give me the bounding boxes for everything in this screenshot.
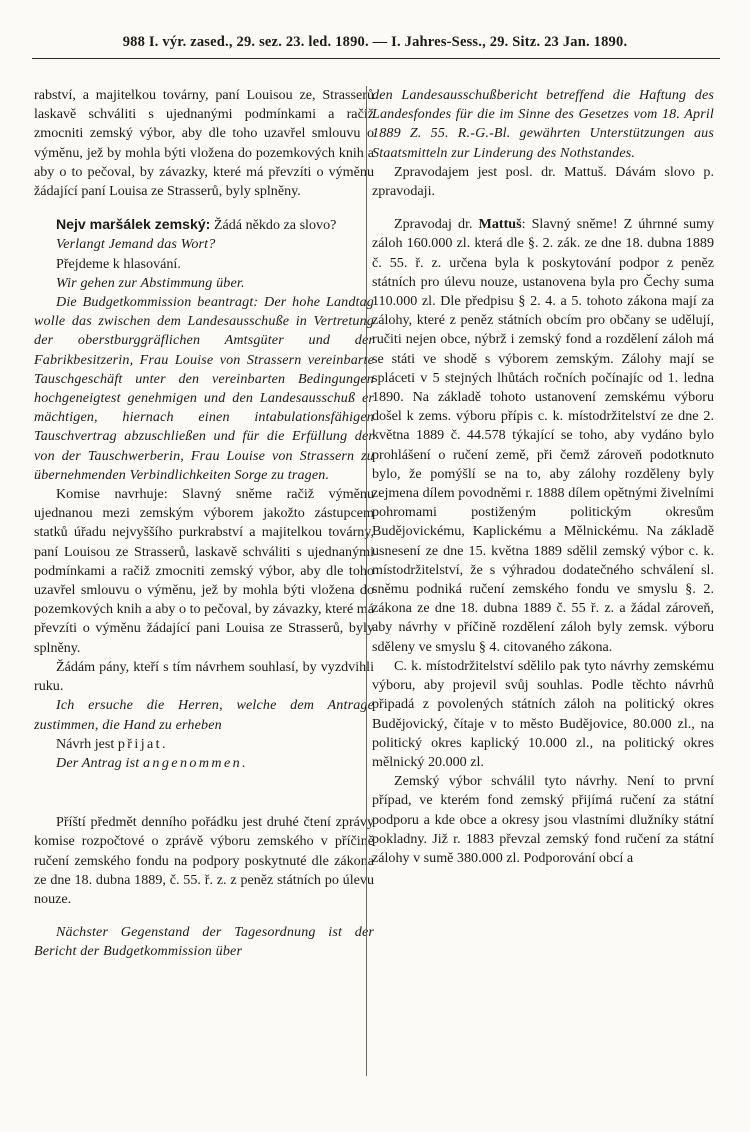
paragraph-de-report-title: den Landesausschußbericht betreffend die Haftung des Landesfondes für die im Sinne des Gesetzes vom 18. April 1889 Z. 55. R.-G.-Bl. gewährten Unterstützungen aus Staatsmitteln zur Linderung des Nothstandes. (372, 87, 714, 161)
paragraph-rapporteur-speech: Zpravodaj dr. Mattuš: Slavný sněme! Z úhrnné sumy záloh 160.000 zl. která dle §. 2. zák. ze dne 18. dubna 1889 č. 55. ř. z. určena byla k poskytování podpor z peněz státních pro úlevu nouze, ustanovena byla pro Čechy suma 110.000 zl. Dle předpisu § 2. 4. a 5. tohoto zákona mají za zálohy, které z peněz státních obcím pro občany se udělují, ručiti nejen obce, nýbrž i zemský fond a rozdělení záloh má se státi ve shodě s výborem zemským. Zálohy mají se spláceti v 5 stejných lhůtách ročních počínajíc od 1. ledna 1890. Na základě tohoto ustanovení zemskému výboru došel k zems. výboru přípis c. k. místodržitelství ze dne 2. května 1889 č. 44.578 týkající se toho, aby vydáno bylo prohlášení o ručení země, při čemž zároveň podotknuto bylo, že pomýšlí se na to, aby zálohy rozděleny byly zejmena dílem povodněmi r. 1888 dílem opětnými živelními pohromami postiženým politickým okresům Budějovickému, Kaplickému a Mělnickému. Na základě usnesení ze dne 15. května 1889 sdělil zemský výbor c. k. místodržitelství, že s výhradou dodatečného schválení sl. sněmu podniká ručení zemského fondu ve smyslu §. 2. zákona ze dne 18. dubna 1889 č. 55 ř. z. a žádal zároveň, aby návrhy v příčině rozdělení záloh byly zemsk. výboru sděleny ve smyslu § 4. citovaného zákona. (372, 216, 715, 655)
paragraph-commission-motion: Komise navrhuje: Slavný sněme račiž výměnu ujednanou mezi zemským výborem jakožto zástupcem statků úřadu nejvyššího purkrabství a majitelkou továrny, paní Louisou ze Strasserů, laskavě schváliti s ujednanými podmínkami a račiž zmocniti zemský výbor, aby dle toho uzavřel smlouvu o výměnu, jež by mohla býti vložena do pozemkových knih a aby o to pečoval, by závazky, které má převzíti o výměnu žádající pani Louisa ze Strasserů, byly splněny. (34, 486, 374, 656)
paragraph-rapporteur: Zpravodajem jest posl. dr. Mattuš. Dávám slovo p. zpravodaji. (372, 163, 714, 200)
paragraph-de-budget-motion: Die Budgetkommission beantragt: Der hohe Landtag wolle das zwischen dem Landesausschuße in Vertretung der oberstburggräflichen Amtsgüter und der Fabrikbesitzerin, Frau Louise von Strassern vereinbarte Tauschgeschäft unter den vereinbarten Bedingungen hochgeneigtest genehmigen und den Landesausschuß er mächtigen, hiernach einen intabulationsfähigen Tauschvertrag abzuschließen und für die Erfüllung der von der Tauschwerberin, Frau Louise von Strassern zu übernehmenden Verbindlichkeiten Sorge zu tragen. (34, 294, 374, 483)
paragraph-motion-accepted: Návrh jest přijat. (56, 735, 168, 752)
paragraph-exchange-request: rabství, a majitelkou továrny, paní Louisou ze, Strasserů laskavě schváliti s ujednanými podmínkami a račiž zmocniti zemský výbor, aby dle toho uzavřel smlouvu o výměnu, jež by mohla býti vložena do pozemkových knih a aby o to pečoval, by závazky, které má převzíti o výměnu žádající paní Louisa ze Strasserů, byly splněny. (34, 87, 374, 200)
speaker-marshal: Nejv maršálek zemský: (56, 216, 211, 233)
running-head: 988 I. výr. zased., 29. sez. 23. led. 1890. — I. Jahres-Sess., 29. Sitz. 23 Jan. 1890. (122, 34, 628, 50)
paragraph-committee-approved: Zemský výbor schválil tyto návrhy. Není to první případ, ve kterém fond zemský přijímá ručení za státní podporu a kde obce a okresy jsou vlastními dlužníky státní pokladny. Již r. 1883 převzal zemský fond ručení za státní zálohy v sumě 380.000 zl. Podporování obcí a (372, 773, 714, 866)
paragraph-de-next-item: Nächster Gegenstand der Tagesordnung ist der Bericht der Budgetkommission über (34, 924, 374, 960)
speaker-mattus: Mattuš (478, 216, 522, 233)
paragraph-next-item: Příští předmět denního pořádku jest druhé čtení zprávy komise rozpočtové o zprávě výboru zemského v příčině ručení zemského fondu na podpory poskytnuté dle zákona ze dne 18. dubna 1889, č. 55. ř. z. z peněz státních po úlevu nouze. (34, 814, 374, 907)
paragraph-raise-hands: Žádám pány, kteří s tím návrhem souhlasí, by vyzdvihli ruku. (34, 658, 374, 695)
paragraph-marshal-asks (34, 215, 374, 235)
paragraph-de-word-request: Verlangt Jemand das Wort? (56, 236, 216, 253)
accepted-word: přijat. (117, 735, 168, 752)
paragraph-de-motion-accepted: Der Antrag ist angenommen. (56, 754, 249, 771)
accepted-word-de: angenommen. (142, 754, 249, 771)
paragraph-governorate-proposals: C. k. místodržitelství sdělilo pak tyto návrhy zemskému výboru, aby projevil svůj souhlas. Podle těchto návrhů připadá z povolených státních záloh na politický okres Budějovický, čítaje v to město Budějovice, 80.000 zl., na politický okres kaplický 10.000 zl., na politický okres mělnický 20.000 zl. (372, 657, 714, 770)
paragraph-de-raise-hands: Ich ersuche die Herren, welche dem Antrage zustimmen, die Hand zu erheben (34, 697, 374, 733)
left-column (34, 86, 374, 962)
paragraph-vote: Přejdeme k hlasování. (56, 255, 181, 272)
paragraph-de-vote: Wir gehen zur Abstimmung über. (56, 274, 245, 291)
right-column (372, 86, 714, 868)
marshal-question: Žádá někdo za slovo? (210, 217, 337, 234)
header-rule (32, 58, 720, 59)
column-divider (366, 86, 367, 1076)
